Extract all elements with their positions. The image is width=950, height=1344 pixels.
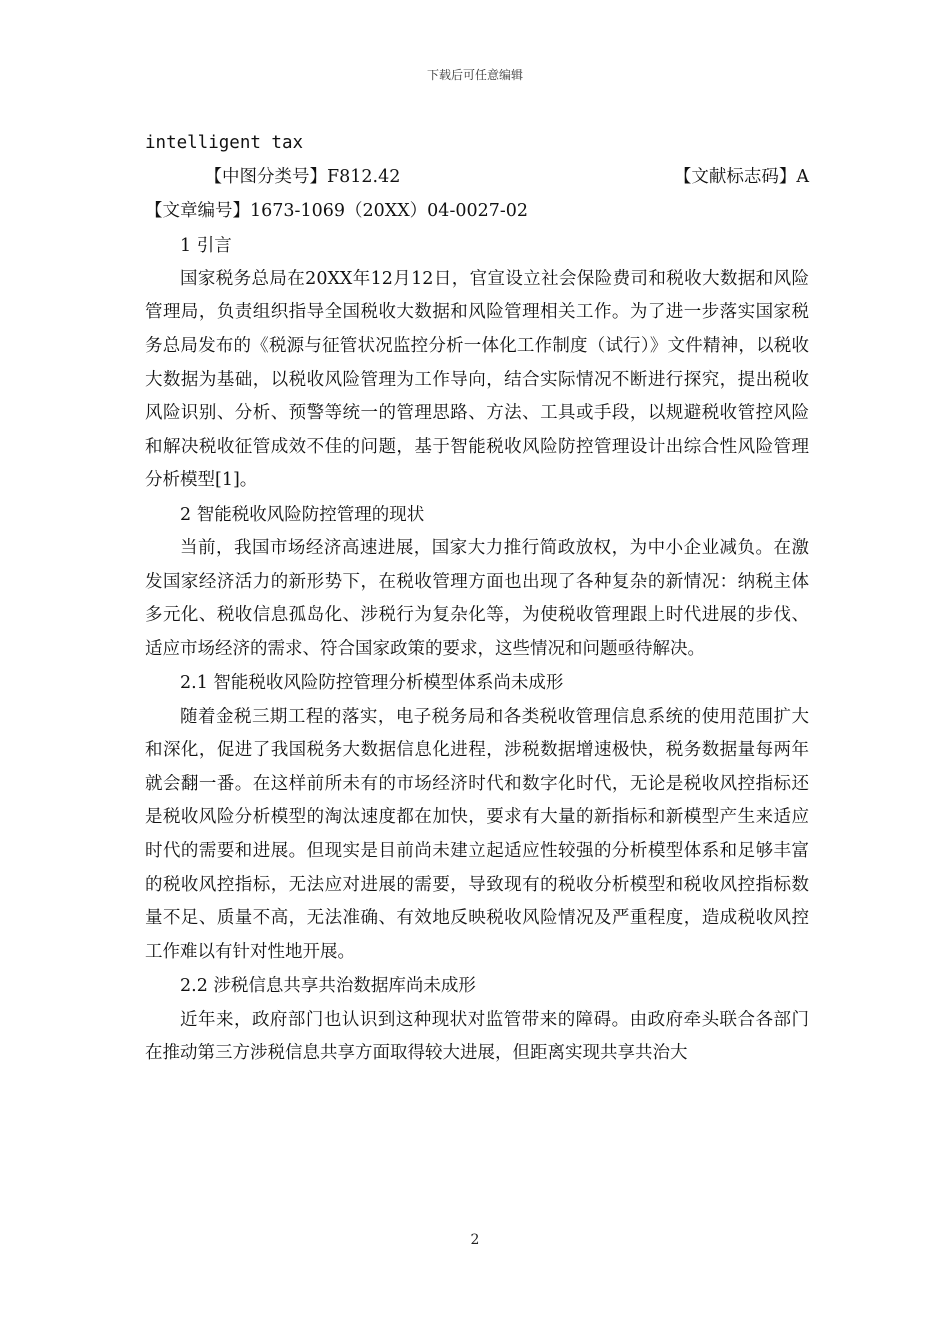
page-header-note: 下载后可任意编辑 (426, 68, 523, 82)
document-body (145, 126, 809, 1071)
classification-row (145, 160, 809, 194)
section-2-1-heading: 2.1 智能税收风险防控管理分析模型体系尚未成形 (180, 673, 564, 694)
article-number: 【文章编号】1673-1069（20XX）04-0027-02 (145, 201, 529, 222)
section-2-2-heading: 2.2 涉税信息共享共治数据库尚未成形 (180, 976, 476, 997)
section-2-1-paragraph: 随着金税三期工程的落实，电子税务局和各类税收管理信息系统的使用范围扩大和深化，促进了我国税务大数据信息化进程，涉税数据增速极快，税务数据量每两年就会翻一番。在这样前所未有的市场经济时代和数字化时代，无论是税收风控指标还是税收风险分析模型的淘汰速度都在加快，要求有大量的新指标和新模型产生来适应时代的需要和进展。但现实是目前尚未建立起适应性较强的分析模型体系和足够丰富的税收风控指标，无法应对进展的需要，导致现有的税收分析模型和税收风控指标数量不足、质量不高，无法准确、有效地反映税收风险情况及严重程度，造成税收风控工作难以有针对性地开展。 (145, 706, 809, 962)
clc-number: 【中图分类号】F812.42 (204, 167, 401, 188)
section-1-heading: 1 引言 (180, 235, 232, 256)
document-code: 【文献标志码】A (673, 167, 809, 188)
keywords-tail: intelligent tax (145, 133, 304, 153)
section-1-paragraph: 国家税务总局在20XX年12月12日，官宣设立社会保险费司和税收大数据和风险管理局，负责组织指导全国税收大数据和风险管理相关工作。为了进一步落实国家税务总局发布的《税源与征管状况监控分析一体化工作制度（试行）》文件精神，以税收大数据为基础，以税收风险管理为工作导向，结合实际情况不断进行探究，提出税收风险识别、分析、预警等统一的管理思路、方法、工具或手段，以规避税收管控风险和解决税收征管成效不佳的问题，基于智能税收风险防控管理设计出综合性风险管理分析模型[1]。 (145, 268, 809, 491)
section-2-paragraph: 当前，我国市场经济高速进展，国家大力推行简政放权，为中小企业减负。在激发国家经济活力的新形势下，在税收管理方面也出现了各种复杂的新情况：纳税主体多元化、税收信息孤岛化、涉税行为复杂化等，为使税收管理跟上时代进展的步伐、适应市场经济的需求、符合国家政策的要求，这些情况和问题亟待解决。 (145, 538, 809, 659)
section-2-heading: 2 智能税收风险防控管理的现状 (180, 504, 425, 525)
page-number: 2 (470, 1232, 480, 1248)
section-2-2-paragraph: 近年来，政府部门也认识到这种现状对监管带来的障碍。由政府牵头联合各部门在推动第三方涉税信息共享方面取得较大进展，但距离实现共享共治大 (145, 1009, 809, 1064)
